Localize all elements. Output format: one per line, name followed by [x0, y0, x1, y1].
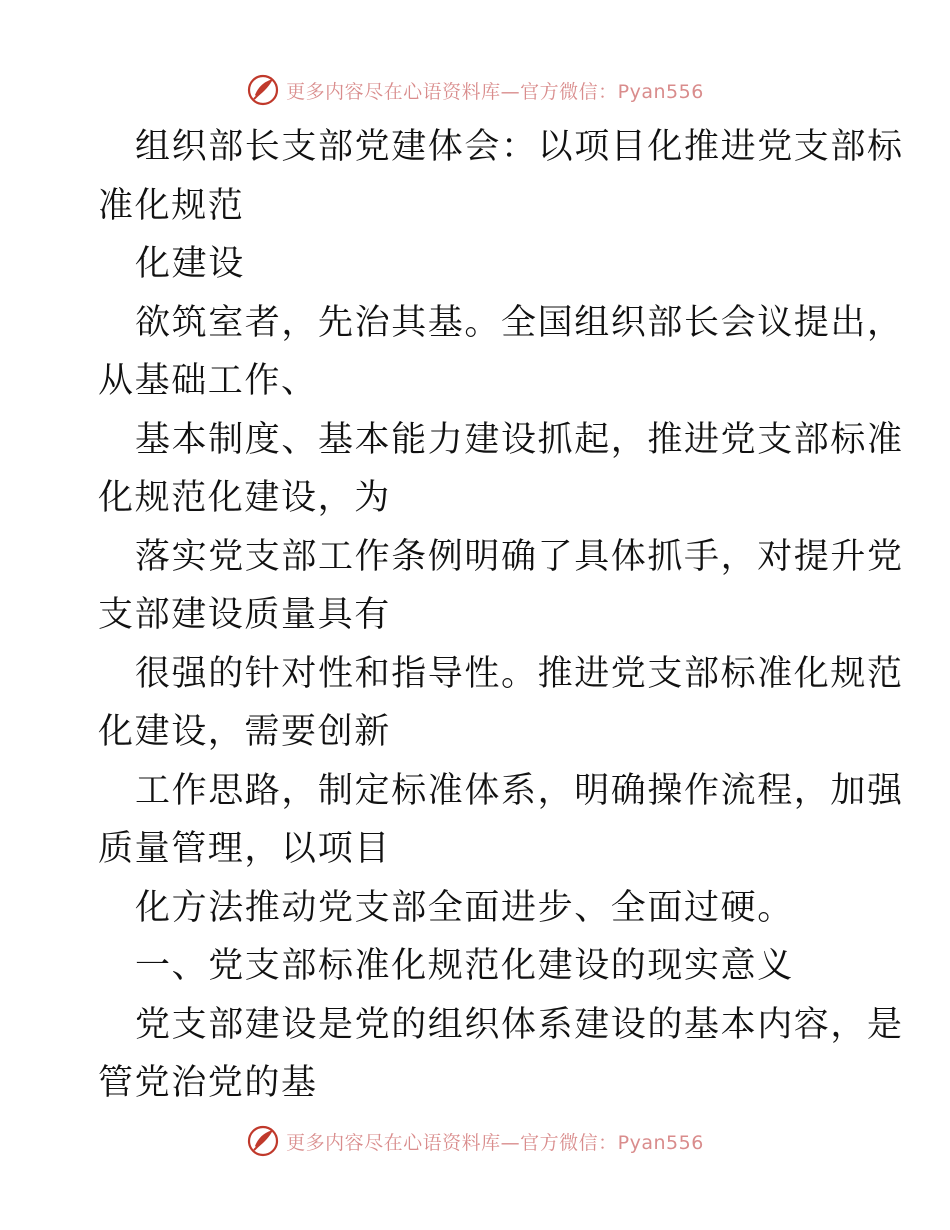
text-line: 落实党支部工作条例明确了具体抓手，对提升党	[135, 536, 904, 577]
pen-logo-icon	[246, 1124, 280, 1158]
text-line: 党支部建设是党的组织体系建设的基本内容，是	[135, 1004, 904, 1045]
text-line: 组织部长支部党建体会：以项目化推进党支部标	[135, 127, 904, 167]
watermark-text: 更多内容尽在心语资料库—官方微信：Pyan556	[286, 80, 704, 103]
text-line: 准化规范	[98, 185, 245, 226]
text-line: 化规范化建设，为	[98, 478, 391, 518]
text-line: 质量管理，以项目	[98, 829, 391, 869]
text-line: 化建设，需要创新	[98, 712, 391, 752]
text-line: 很强的针对性和指导性。推进党支部标准化规范	[135, 653, 904, 694]
watermark-text: 更多内容尽在心语资料库—官方微信：Pyan556	[286, 1131, 704, 1154]
pen-logo-icon	[246, 73, 280, 107]
text-line: 支部建设质量具有	[98, 595, 391, 635]
header-watermark	[0, 70, 950, 110]
text-line: 欲筑室者，先治其基。全国组织部长会议提出，	[135, 302, 904, 343]
text-line: 管党治党的基	[98, 1063, 318, 1103]
text-line: 基本制度、基本能力建设抓起，推进党支部标准	[135, 419, 904, 460]
text-line: 化建设	[135, 244, 245, 284]
text-line: 化方法推动党支部全面进步、全面过硬。	[135, 887, 794, 928]
document-body	[98, 118, 904, 1113]
footer-watermark	[0, 1121, 950, 1161]
text-line: 工作思路，制定标准体系，明确操作流程，加强	[135, 770, 904, 811]
text-line: 从基础工作、	[98, 361, 318, 401]
section-heading: 一、党支部标准化规范化建设的现实意义	[135, 946, 794, 986]
